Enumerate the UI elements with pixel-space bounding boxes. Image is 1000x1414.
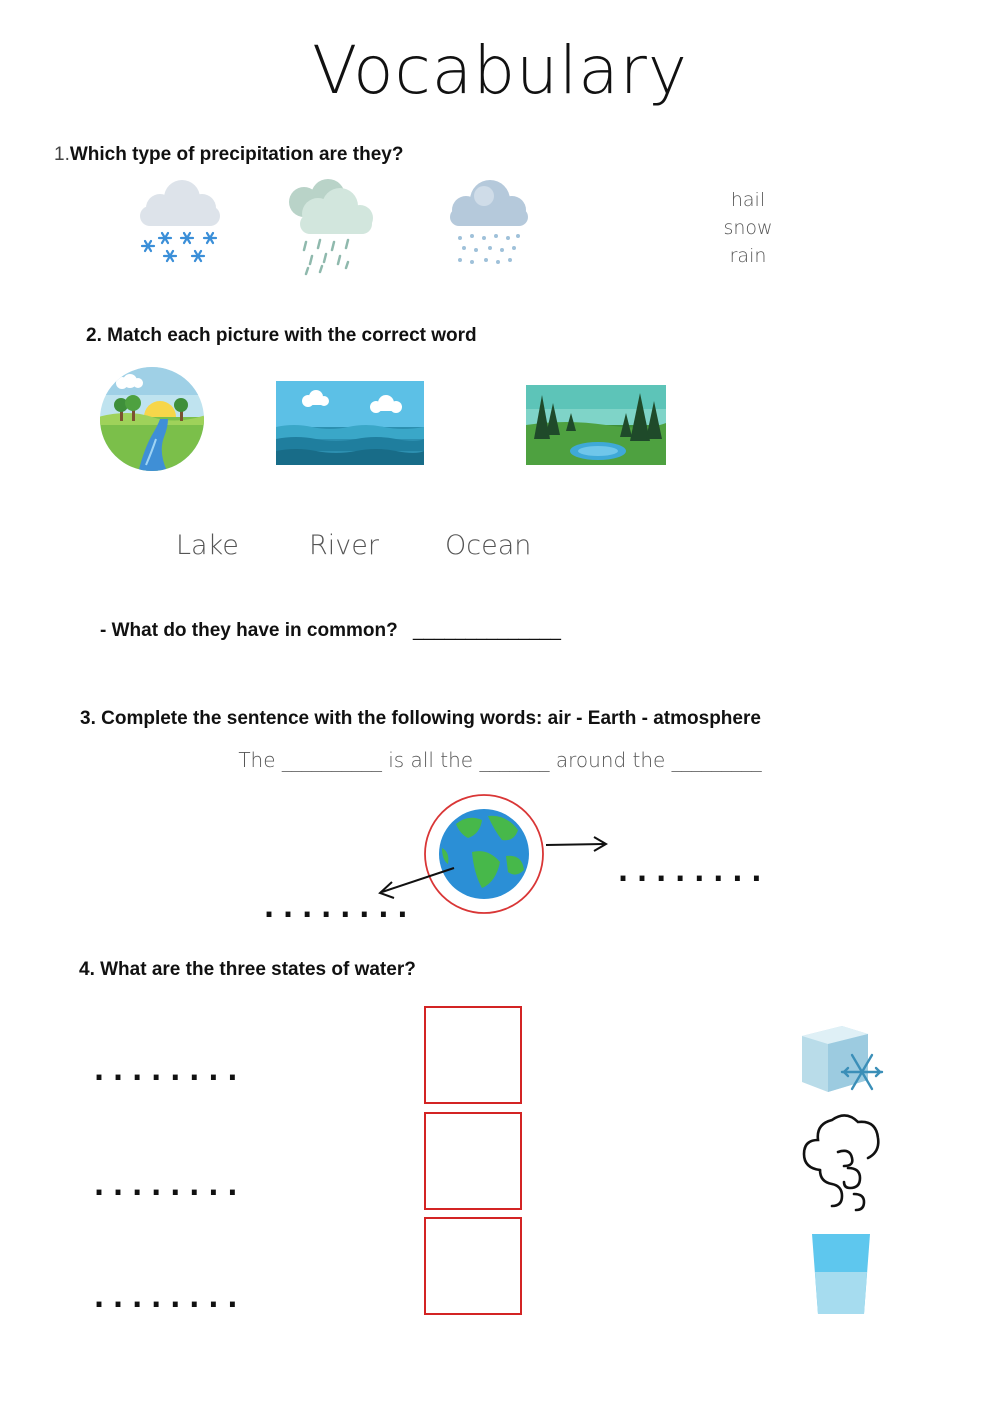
match-word-ocean: Ocean: [445, 530, 532, 561]
match-word-lake: Lake: [176, 530, 239, 561]
fill-in-sentence[interactable]: The __________ is all the _______ around the _________: [238, 748, 762, 772]
question-1: [54, 144, 403, 166]
page-title: Vocabulary: [312, 32, 688, 109]
ocean-picture: [276, 381, 424, 465]
water-glass-icon: [810, 1232, 872, 1316]
question-2: 2. Match each picture with the correct word: [86, 325, 477, 346]
precipitation-word-list: [700, 186, 796, 270]
rain-cloud-icon: [278, 178, 382, 278]
common-question-text: - What do they have in common?: [100, 620, 398, 641]
match-word-river: River: [309, 530, 379, 561]
word-rain: rain: [729, 245, 767, 267]
arrow-right: [546, 844, 604, 845]
question-1-number: 1.: [54, 144, 70, 165]
state-blank-1[interactable]: ........: [90, 1053, 243, 1088]
question-1-text: Which type of precipitation are they?: [69, 144, 404, 165]
answer-box-2[interactable]: [424, 1112, 522, 1210]
river-picture: [98, 365, 206, 473]
arrow-left: [382, 868, 454, 892]
snow-cloud-icon: [130, 178, 230, 270]
question-4: 4. What are the three states of water?: [79, 959, 416, 980]
word-snow: snow: [723, 217, 773, 239]
lake-picture: [526, 385, 666, 465]
question-3: 3. Complete the sentence with the following words: air - Earth - atmosphere: [80, 708, 761, 729]
word-hail: hail: [730, 189, 766, 211]
common-question: [100, 620, 561, 642]
answer-box-1[interactable]: [424, 1006, 522, 1104]
steam-icon: [798, 1108, 884, 1212]
blank-left[interactable]: ........: [260, 890, 413, 925]
answer-box-3[interactable]: [424, 1217, 522, 1315]
state-blank-2[interactable]: ........: [90, 1168, 243, 1203]
blank-right[interactable]: ........: [614, 854, 767, 889]
state-blank-3[interactable]: ........: [90, 1280, 243, 1315]
common-answer-blank[interactable]: ______________: [412, 620, 561, 641]
hail-cloud-icon: [440, 176, 540, 276]
ice-cube-icon: [798, 1022, 890, 1100]
